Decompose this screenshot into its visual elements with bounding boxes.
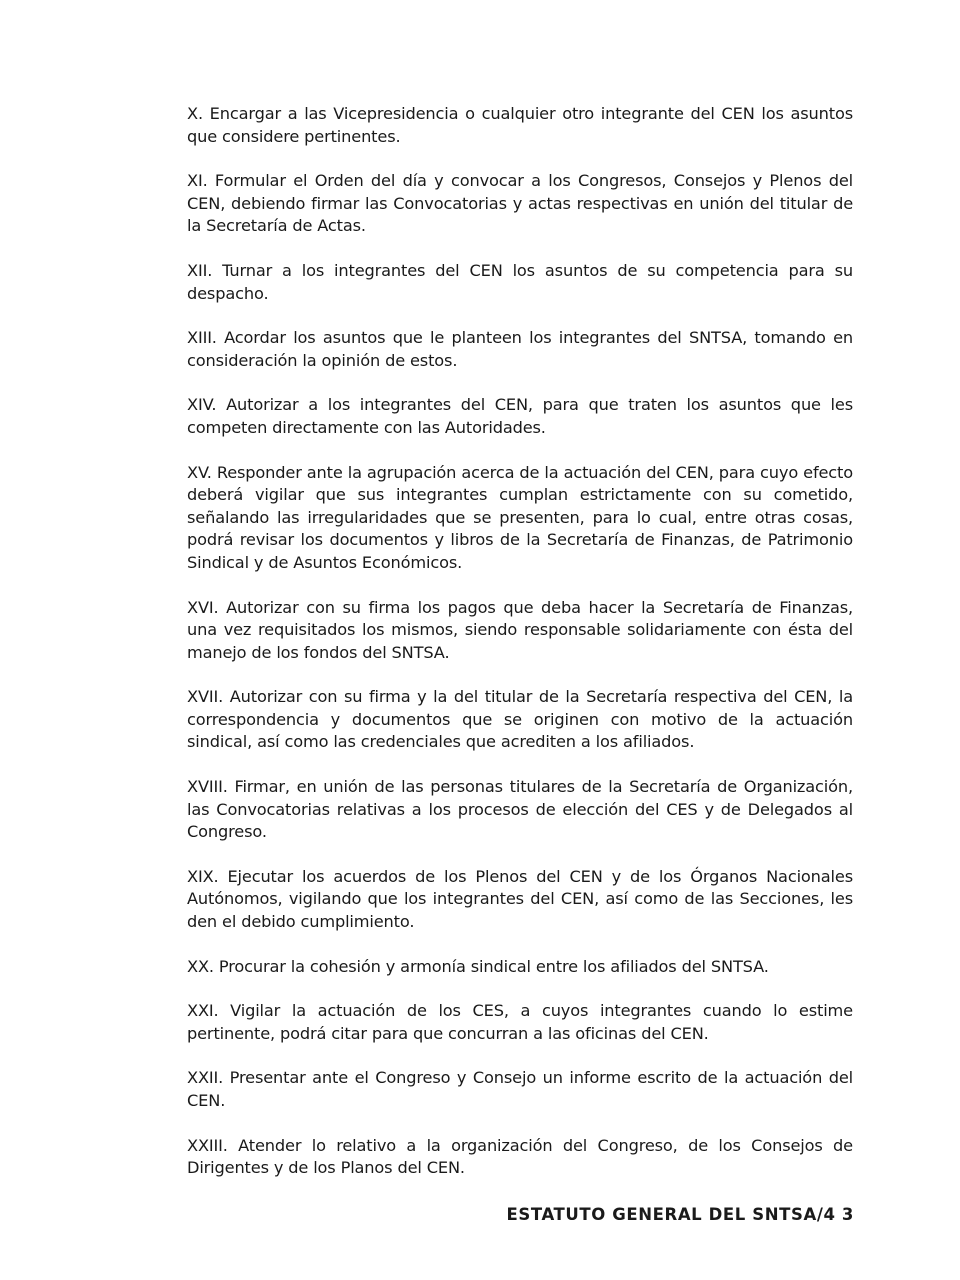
paragraph-xvii: XVII. Autorizar con su firma y la del titular de la Secretaría respectiva del CEN, la correspondencia y documentos que se originen con motivo de la actuación sindical, así como las credenciales que acrediten a los afiliados. <box>187 687 853 752</box>
paragraph-xvi: XVI. Autorizar con su firma los pagos que deba hacer la Secretaría de Finanzas, una vez requisitados los mismos, siendo responsable solidariamente con ésta del manejo de los fondos del SNTSA. <box>187 597 853 662</box>
paragraph-xv: XV. Responder ante la agrupación acerca de la actuación del CEN, para cuyo efecto deberá vigilar que sus integrantes cumplan estrictamente con su cometido, señalando las irregularidades que se presenten, para lo cual, entre otras cosas, podrá revisar los documentos y libros de la Secretaría de Finanzas, de Patrimonio Sindical y de Asuntos Económicos. <box>187 462 853 572</box>
paragraph-xii: XII. Turnar a los integrantes del CEN los asuntos de su competencia para su despacho. <box>187 260 853 303</box>
paragraph-xviii: XVIII. Firmar, en unión de las personas titulares de la Secretaría de Organización, las Convocatorias relativas a los procesos de elección del CES y de Delegados al Congreso. <box>187 777 853 842</box>
paragraph-xi: XI. Formular el Orden del día y convocar a los Congresos, Consejos y Plenos del CEN, debiendo firmar las Convocatorias y actas respectivas en unión del titular de la Secretaría de Actas. <box>187 171 853 236</box>
paragraph-xx: XX. Procurar la cohesión y armonía sindical entre los afiliados del SNTSA. <box>187 956 769 976</box>
paragraph-xiii: XIII. Acordar los asuntos que le planteen los integrantes del SNTSA, tomando en consideración la opinión de estos. <box>187 328 853 370</box>
paragraph-xxii: XXII. Presentar ante el Congreso y Consejo un informe escrito de la actuación del CEN. <box>187 1068 853 1110</box>
document-body <box>187 103 853 1202</box>
paragraph-xxi: XXI. Vigilar la actuación de los CES, a cuyos integrantes cuando lo estime pertinente, podrá citar para que concurran a las oficinas del CEN. <box>187 1001 853 1043</box>
paragraph-xiv: XIV. Autorizar a los integrantes del CEN, para que traten los asuntos que les competen directamente con las Autoridades. <box>187 395 853 437</box>
paragraph-xix: XIX. Ejecutar los acuerdos de los Plenos del CEN y de los Órganos Nacionales Autónomos, vigilando que los integrantes del CEN, así como de las Secciones, les den el debido cumplimiento. <box>187 866 853 932</box>
paragraph-x: X. Encargar a las Vicepresidencia o cualquier otro integrante del CEN los asuntos que considere pertinentes. <box>187 104 853 146</box>
paragraph-xxiii: XXIII. Atender lo relativo a la organización del Congreso, de los Consejos de Dirigentes y de los Planos del CEN. <box>187 1135 853 1178</box>
page-footer: ESTATUTO GENERAL DEL SNTSA/4 3 <box>506 1205 854 1224</box>
